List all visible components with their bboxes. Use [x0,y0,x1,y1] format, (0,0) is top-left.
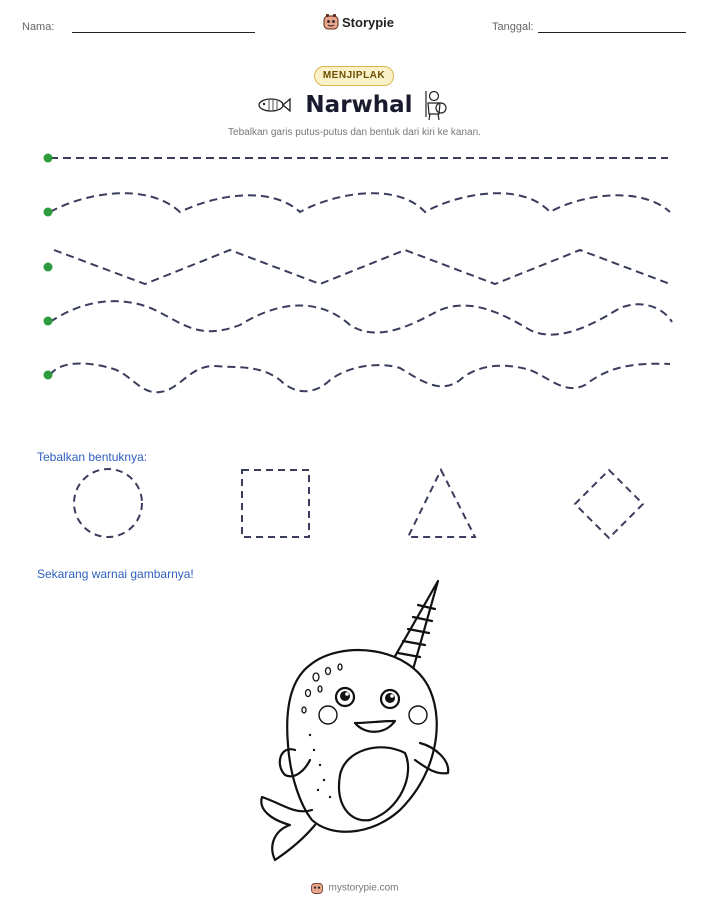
instruction-text: Tebalkan garis putus-putus dan bentuk dari kiri ke kanan. [228,127,481,138]
date-label: Tanggal: [492,21,534,33]
start-dot-2 [44,208,53,217]
storypie-logo-icon [310,881,324,895]
trace-triangle [408,470,475,537]
narwhal-illustration [250,575,460,865]
fish-icon [256,95,292,115]
activity-badge: MENJIPLAK [314,66,394,86]
storypie-logo-icon [322,13,340,31]
trace-square [242,470,309,537]
footer [0,881,709,895]
knight-icon [423,89,449,121]
date-field-line[interactable] [538,32,686,33]
start-dot-4 [44,317,53,326]
trace-line-bumps [50,364,670,393]
tracing-lines [0,140,709,400]
brand-name: Storypie [342,15,395,30]
start-dot-3 [44,263,53,272]
coloring-section-label: Sekarang warnai gambarnya! [37,567,194,581]
trace-shapes [0,460,709,550]
worksheet-title: Narwhal [305,92,413,118]
trace-line-wave-2 [50,301,672,334]
trace-line-zigzag [54,250,670,284]
trace-circle [74,469,142,537]
name-field-line[interactable] [72,32,255,33]
footer-site[interactable]: mystorypie.com [328,882,399,894]
trace-line-wave-1 [50,193,670,212]
shapes-section-label: Tebalkan bentuknya: [37,450,148,464]
trace-diamond [575,470,643,538]
name-label: Nama: [22,21,55,33]
start-dot-5 [44,371,53,380]
start-dot-1 [44,154,53,163]
